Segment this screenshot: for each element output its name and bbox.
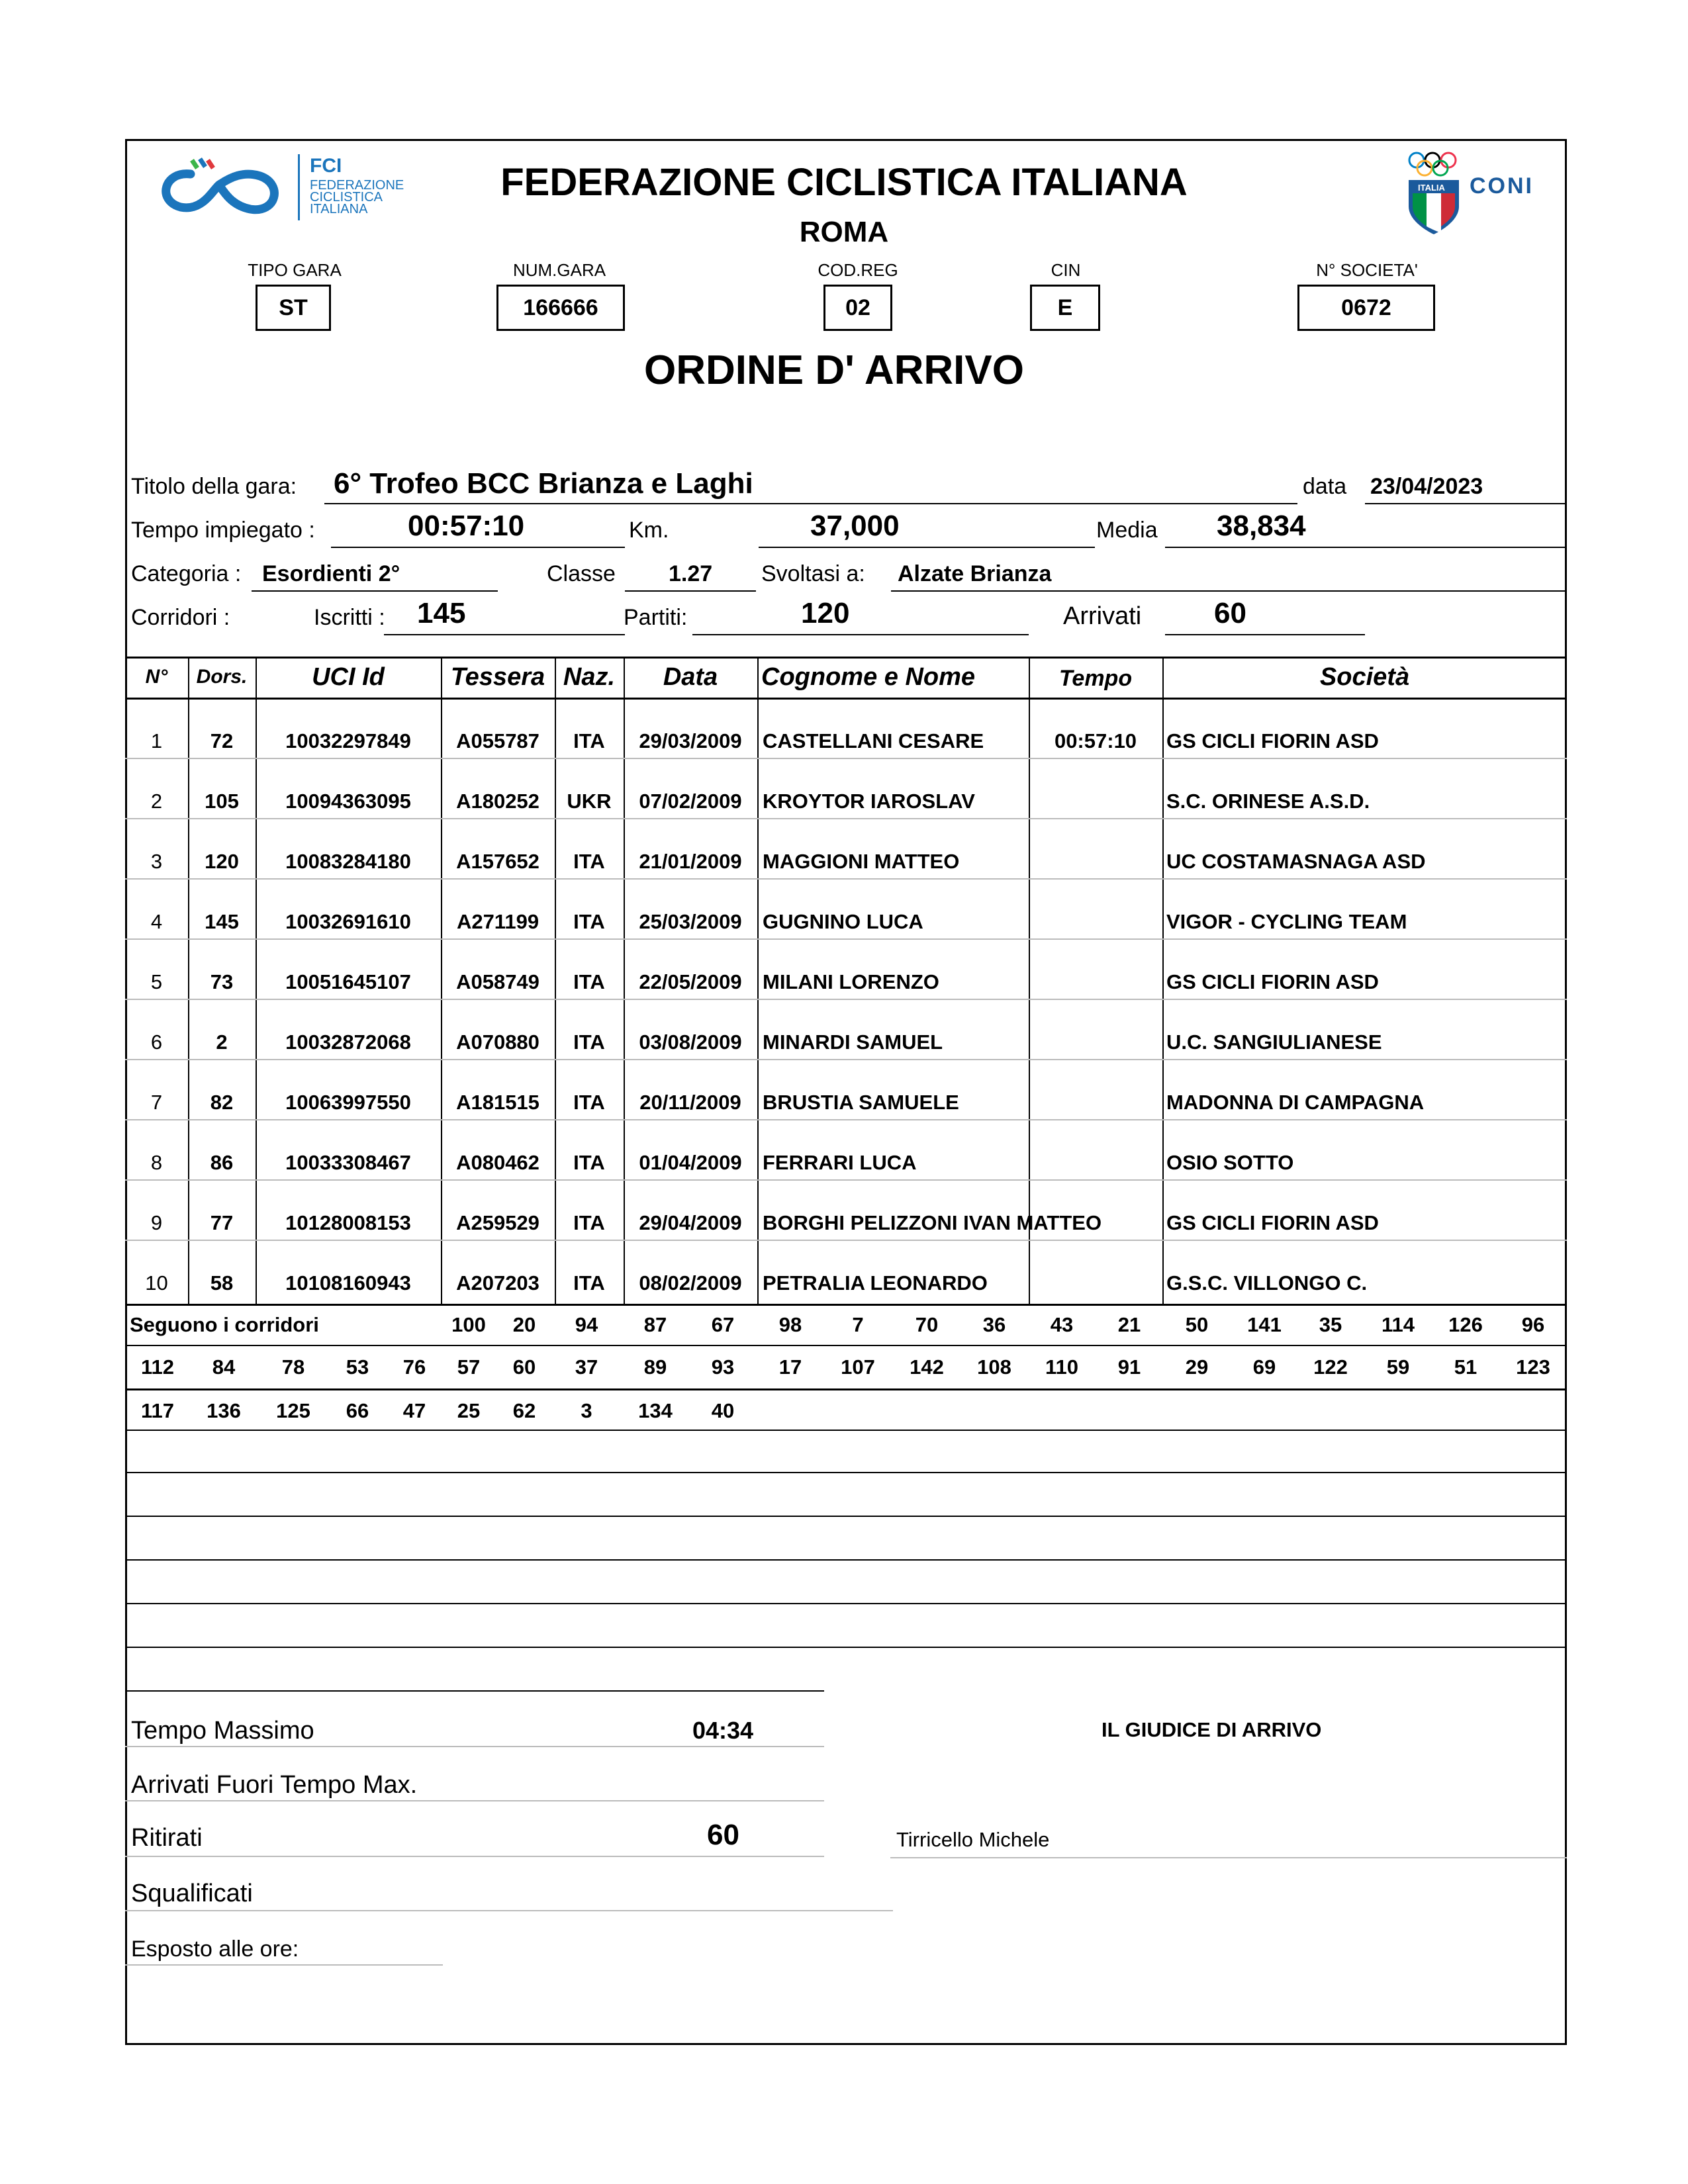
col-header-nome: Cognome e Nome <box>761 663 976 691</box>
categoria-label: Categoria : <box>131 561 242 586</box>
cell-tessera: A180252 <box>456 790 539 813</box>
seguono-number: 40 <box>711 1399 735 1422</box>
cell-pos: 8 <box>150 1151 163 1174</box>
cell-nome: KROYTOR IAROSLAV <box>763 790 975 813</box>
col-header-dors: Dors. <box>196 666 248 688</box>
societa-box: 0672 <box>1297 285 1435 331</box>
cod-reg-box: 02 <box>823 285 892 331</box>
cell-nome: MINARDI SAMUEL <box>763 1030 943 1054</box>
seguono-number: 3 <box>581 1399 592 1422</box>
titolo-label: Titolo della gara: <box>131 474 297 499</box>
iscritti-value: 145 <box>417 597 466 629</box>
giudice-name: Tirricello Michele <box>896 1828 1050 1851</box>
coni-text: CONI <box>1470 173 1534 199</box>
cod-reg-caption: COD.REG <box>818 260 898 280</box>
cell-tessera: A070880 <box>456 1030 539 1054</box>
seguono-number: 123 <box>1516 1355 1550 1379</box>
arrivati-value: 60 <box>1214 597 1246 629</box>
cell-nome: BORGHI PELIZZONI IVAN MATTEO <box>763 1211 1102 1234</box>
cell-naz: UKR <box>567 790 612 813</box>
cell-pos: 3 <box>150 850 163 873</box>
partiti-underline <box>692 634 1029 635</box>
coni-logo <box>1403 147 1536 240</box>
cell-nome: MAGGIONI MATTEO <box>763 850 960 873</box>
cell-societa: GS CICLI FIORIN ASD <box>1166 729 1379 752</box>
seguono-number: 117 <box>140 1399 174 1422</box>
titolo-value: 6° Trofeo BCC Brianza e Laghi <box>334 467 753 500</box>
tipo-gara-caption: TIPO GARA <box>248 260 342 280</box>
seguono-number: 136 <box>207 1399 241 1422</box>
cell-dors: 105 <box>205 790 239 813</box>
cell-nome: FERRARI LUCA <box>763 1151 917 1174</box>
cell-dors: 120 <box>205 850 239 873</box>
fci-logo-line2: CICLISTICA <box>310 190 383 205</box>
cell-data: 21/01/2009 <box>639 850 742 873</box>
cell-naz: ITA <box>573 1211 605 1234</box>
cell-tessera: A058749 <box>456 970 539 993</box>
tempo-label: Tempo impiegato : <box>131 518 315 543</box>
seguono-number: 141 <box>1247 1313 1282 1336</box>
cell-dors: 145 <box>205 910 239 933</box>
seguono-number: 43 <box>1050 1313 1074 1336</box>
cell-nome: PETRALIA LEONARDO <box>763 1271 988 1295</box>
cell-pos: 6 <box>150 1030 163 1054</box>
seguono-number: 125 <box>276 1399 310 1422</box>
seguono-label: Seguono i corridori <box>130 1313 319 1336</box>
media-underline <box>1165 547 1565 548</box>
col-header-naz: Naz. <box>563 663 616 691</box>
num-gara-box: 166666 <box>496 285 625 331</box>
fci-logo-abbr: FCI <box>310 155 342 177</box>
seguono-number: 37 <box>575 1355 598 1379</box>
cell-uci: 10108160943 <box>285 1271 411 1295</box>
cell-societa: GS CICLI FIORIN ASD <box>1166 970 1379 993</box>
seguono-number: 47 <box>402 1399 426 1422</box>
seguono-number: 36 <box>982 1313 1006 1336</box>
seguono-number: 67 <box>711 1313 735 1336</box>
seguono-number: 50 <box>1185 1313 1209 1336</box>
cell-dors: 77 <box>210 1211 234 1234</box>
seguono-number: 89 <box>643 1355 667 1379</box>
categoria-value: Esordienti 2° <box>262 561 400 586</box>
cell-dors: 2 <box>216 1030 228 1054</box>
cell-uci: 10032297849 <box>285 729 411 752</box>
seguono-number: 84 <box>212 1355 236 1379</box>
cell-pos: 9 <box>150 1211 163 1234</box>
cell-nome: BRUSTIA SAMUELE <box>763 1091 959 1114</box>
cell-data: 07/02/2009 <box>639 790 742 813</box>
seguono-number: 29 <box>1185 1355 1209 1379</box>
seguono-number: 60 <box>512 1355 536 1379</box>
cell-societa: S.C. ORINESE A.S.D. <box>1166 790 1370 813</box>
num-gara-caption: NUM.GARA <box>512 260 606 280</box>
classe-value: 1.27 <box>669 561 713 586</box>
cell-data: 08/02/2009 <box>639 1271 742 1295</box>
cell-tessera: A207203 <box>456 1271 539 1295</box>
cell-uci: 10063997550 <box>285 1091 411 1114</box>
seguono-number: 62 <box>512 1399 536 1422</box>
cell-naz: ITA <box>573 970 605 993</box>
cell-pos: 10 <box>145 1271 168 1295</box>
seguono-number: 17 <box>778 1355 802 1379</box>
seguono-number: 126 <box>1448 1313 1483 1336</box>
cell-pos: 5 <box>150 970 163 993</box>
seguono-number: 114 <box>1381 1313 1415 1336</box>
seguono-number: 94 <box>575 1313 598 1336</box>
partiti-value: 120 <box>801 597 850 629</box>
col-header-pos: N° <box>145 666 168 688</box>
fci-logo <box>151 151 429 224</box>
cell-data: 01/04/2009 <box>639 1151 742 1174</box>
cell-societa: G.S.C. VILLONGO C. <box>1166 1271 1368 1295</box>
seguono-number: 108 <box>977 1355 1011 1379</box>
cell-societa: VIGOR - CYCLING TEAM <box>1166 910 1407 933</box>
seguono-number: 35 <box>1319 1313 1342 1336</box>
cell-uci: 10051645107 <box>285 970 411 993</box>
cell-data: 22/05/2009 <box>639 970 742 993</box>
cell-data: 29/03/2009 <box>639 729 742 752</box>
seguono-number: 53 <box>346 1355 369 1379</box>
km-underline <box>759 547 1095 548</box>
cell-societa: U.C. SANGIULIANESE <box>1166 1030 1382 1054</box>
cell-tempo: 00:57:10 <box>1054 729 1137 752</box>
cell-societa: GS CICLI FIORIN ASD <box>1166 1211 1379 1234</box>
col-header-uci: UCI Id <box>312 663 385 691</box>
cell-dors: 58 <box>210 1271 234 1295</box>
cell-tessera: A271199 <box>456 910 539 933</box>
fuori-tempo-label: Arrivati Fuori Tempo Max. <box>131 1771 418 1799</box>
tempo-value: 00:57:10 <box>408 510 525 542</box>
cell-pos: 2 <box>150 790 163 813</box>
seguono-number: 96 <box>1521 1313 1545 1336</box>
cell-naz: ITA <box>573 1151 605 1174</box>
cell-uci: 10032691610 <box>285 910 411 933</box>
seguono-number: 87 <box>643 1313 667 1336</box>
classe-label: Classe <box>547 561 616 586</box>
cell-pos: 4 <box>150 910 163 933</box>
col-header-tempo: Tempo <box>1058 666 1133 691</box>
arrivati-label: Arrivati <box>1063 602 1142 630</box>
cin-caption: CIN <box>1051 260 1081 280</box>
cell-nome: GUGNINO LUCA <box>763 910 923 933</box>
seguono-number: 7 <box>852 1313 864 1336</box>
seguono-number: 107 <box>841 1355 875 1379</box>
seguono-number: 91 <box>1117 1355 1141 1379</box>
cell-tessera: A181515 <box>456 1091 539 1114</box>
seguono-number: 66 <box>346 1399 369 1422</box>
classe-underline <box>625 590 756 592</box>
seguono-number: 100 <box>451 1313 486 1336</box>
seguono-number: 122 <box>1313 1355 1348 1379</box>
ritirati-value: 60 <box>707 1819 739 1851</box>
data-value: 23/04/2023 <box>1370 474 1483 499</box>
seguono-number: 70 <box>915 1313 939 1336</box>
col-header-data: Data <box>663 663 718 691</box>
cell-dors: 72 <box>210 729 234 752</box>
iscritti-label: Iscritti : <box>314 605 385 630</box>
federation-title: FEDERAZIONE CICLISTICA ITALIANA <box>500 161 1188 204</box>
cell-data: 29/04/2009 <box>639 1211 742 1234</box>
cell-naz: ITA <box>573 850 605 873</box>
col-header-tessera: Tessera <box>450 663 545 691</box>
seguono-number: 59 <box>1386 1355 1410 1379</box>
tipo-gara-box: ST <box>256 285 331 331</box>
km-value: 37,000 <box>810 510 900 542</box>
cell-naz: ITA <box>573 1091 605 1114</box>
cell-naz: ITA <box>573 910 605 933</box>
cell-dors: 86 <box>210 1151 234 1174</box>
categoria-underline <box>252 590 498 592</box>
seguono-number: 134 <box>638 1399 673 1422</box>
tempo-massimo-label: Tempo Massimo <box>131 1717 314 1745</box>
arrivati-underline <box>1165 634 1365 635</box>
cell-uci: 10128008153 <box>285 1211 411 1234</box>
svoltasi-underline <box>891 590 1565 592</box>
seguono-number: 20 <box>512 1313 536 1336</box>
cell-uci: 10094363095 <box>285 790 411 813</box>
partiti-label: Partiti: <box>624 605 688 630</box>
fci-logo-line1: FEDERAZIONE <box>310 178 404 193</box>
seguono-number: 78 <box>281 1355 305 1379</box>
cell-tessera: A157652 <box>456 850 539 873</box>
titolo-underline <box>324 503 1297 504</box>
cell-tessera: A080462 <box>456 1151 539 1174</box>
tempo-massimo-value: 04:34 <box>692 1717 754 1744</box>
cell-dors: 73 <box>210 970 234 993</box>
cell-dors: 82 <box>210 1091 234 1114</box>
seguono-number: 93 <box>711 1355 735 1379</box>
col-header-societa: Società <box>1319 663 1410 691</box>
cell-data: 03/08/2009 <box>639 1030 742 1054</box>
seguono-number: 110 <box>1045 1355 1078 1379</box>
societa-caption: N° SOCIETA' <box>1316 260 1418 280</box>
cell-uci: 10083284180 <box>285 850 411 873</box>
squalificati-label: Squalificati <box>131 1880 253 1907</box>
data-underline <box>1365 503 1565 504</box>
cell-pos: 7 <box>150 1091 163 1114</box>
cell-societa: MADONNA DI CAMPAGNA <box>1166 1091 1425 1114</box>
cell-nome: CASTELLANI CESARE <box>763 729 984 752</box>
cell-naz: ITA <box>573 1030 605 1054</box>
seguono-number: 112 <box>140 1355 174 1379</box>
cell-societa: UC COSTAMASNAGA ASD <box>1166 850 1426 873</box>
svoltasi-label: Svoltasi a: <box>761 561 865 586</box>
document-title: ORDINE D' ARRIVO <box>644 347 1024 393</box>
seguono-number: 51 <box>1454 1355 1477 1379</box>
corridori-label: Corridori : <box>131 605 230 630</box>
cell-uci: 10033308467 <box>285 1151 411 1174</box>
data-label: data <box>1303 474 1347 499</box>
cin-box: E <box>1030 285 1100 331</box>
fci-logo-line3: ITALIANA <box>310 202 368 216</box>
city: ROMA <box>799 216 889 248</box>
seguono-number: 57 <box>457 1355 481 1379</box>
cell-naz: ITA <box>573 1271 605 1295</box>
fci-cyclist-icon <box>151 151 290 224</box>
cell-tessera: A055787 <box>456 729 539 752</box>
iscritti-underline <box>384 634 625 635</box>
svoltasi-value: Alzate Brianza <box>898 561 1052 586</box>
seguono-number: 76 <box>402 1355 426 1379</box>
ritirati-label: Ritirati <box>131 1824 203 1852</box>
km-label: Km. <box>629 518 669 543</box>
seguono-number: 98 <box>778 1313 802 1336</box>
cell-societa: OSIO SOTTO <box>1166 1151 1294 1174</box>
cell-nome: MILANI LORENZO <box>763 970 939 993</box>
media-label: Media <box>1096 518 1158 543</box>
cell-data: 25/03/2009 <box>639 910 742 933</box>
media-value: 38,834 <box>1217 510 1306 542</box>
coni-italia-text: ITALIA <box>1418 183 1445 193</box>
seguono-number: 69 <box>1252 1355 1276 1379</box>
cell-naz: ITA <box>573 729 605 752</box>
giudice-label: IL GIUDICE DI ARRIVO <box>1102 1718 1322 1741</box>
seguono-number: 142 <box>910 1355 944 1379</box>
cell-pos: 1 <box>150 729 163 752</box>
esposto-label: Esposto alle ore: <box>131 1936 299 1962</box>
cell-uci: 10032872068 <box>285 1030 411 1054</box>
seguono-number: 21 <box>1117 1313 1141 1336</box>
cell-tessera: A259529 <box>456 1211 539 1234</box>
cell-data: 20/11/2009 <box>639 1091 741 1114</box>
tempo-underline <box>331 547 625 548</box>
seguono-number: 25 <box>457 1399 481 1422</box>
